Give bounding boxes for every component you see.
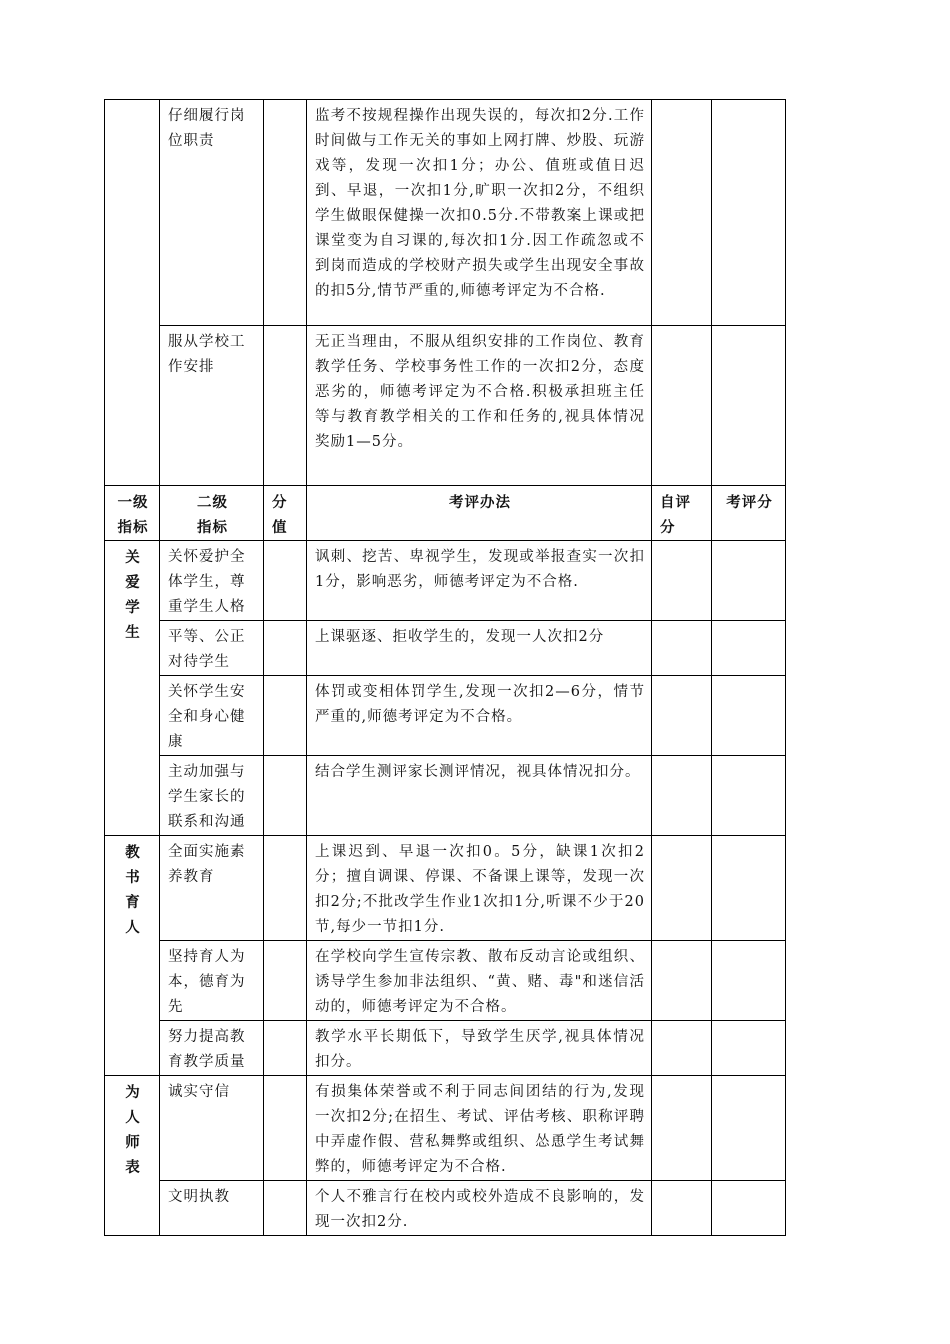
eval-score-cell bbox=[712, 100, 786, 326]
table-row bbox=[105, 836, 786, 941]
eval-score-cell bbox=[712, 621, 786, 676]
level2-cell: 坚持育人为本，德育为先 bbox=[160, 941, 264, 1021]
method-cell: 体罚或变相体罚学生,发现一次扣2—6分，情节严重的,师德考评定为不合格。 bbox=[307, 676, 652, 756]
level2-cell: 文明执教 bbox=[160, 1181, 264, 1236]
table-row bbox=[105, 541, 786, 621]
level2-cell: 努力提高教育教学质量 bbox=[160, 1021, 264, 1076]
level2-cell: 仔细履行岗位职责 bbox=[160, 100, 264, 326]
self-score-cell bbox=[652, 621, 712, 676]
score-cell bbox=[264, 941, 307, 1021]
score-cell bbox=[264, 326, 307, 486]
score-cell bbox=[264, 1021, 307, 1076]
table-row bbox=[105, 100, 786, 326]
method-cell: 在学校向学生宣传宗教、散布反动言论或组织、诱导学生参加非法组织、“黄、赌、毒"和迷信活动的，师德考评定为不合格。 bbox=[307, 941, 652, 1021]
method-cell: 有损集体荣誉或不利于同志间团结的行为,发现一次扣2分;在招生、考试、评估考核、职称评聘中弄虚作假、营私舞弊或组织、怂恿学生考试舞弊的，师德考评定为不合格. bbox=[307, 1076, 652, 1181]
method-cell: 讽刺、挖苦、卑视学生，发现或举报查实一次扣1分，影响恶劣，师德考评定为不合格. bbox=[307, 541, 652, 621]
self-score-cell bbox=[652, 676, 712, 756]
self-score-cell bbox=[652, 100, 712, 326]
method-cell: 结合学生测评家长测评情况，视具体情况扣分。 bbox=[307, 756, 652, 836]
self-score-cell bbox=[652, 836, 712, 941]
score-cell bbox=[264, 836, 307, 941]
level2-cell: 全面实施素养教育 bbox=[160, 836, 264, 941]
table-row bbox=[105, 941, 786, 1021]
level1-cell: 教 书 育 人 bbox=[105, 836, 160, 1076]
method-cell: 上课驱逐、拒收学生的，发现一人次扣2分 bbox=[307, 621, 652, 676]
eval-score-cell bbox=[712, 1076, 786, 1181]
header-score: 分 值 bbox=[264, 486, 307, 541]
level1-cell: 为 人 师 表 bbox=[105, 1076, 160, 1236]
header-level2: 二级 指标 bbox=[160, 486, 264, 541]
score-cell bbox=[264, 541, 307, 621]
level1-cell: 关 爱 学 生 bbox=[105, 541, 160, 836]
table-row bbox=[105, 621, 786, 676]
eval-score-cell bbox=[712, 1181, 786, 1236]
table-row bbox=[105, 326, 786, 486]
table-row bbox=[105, 1021, 786, 1076]
self-score-cell bbox=[652, 941, 712, 1021]
method-cell: 上课迟到、早退一次扣0。5分，缺课1次扣2分；擅自调课、停课、不备课上课等，发现一次扣2分;不批改学生作业1次扣1分,听课不少于20节,每少一节扣1分. bbox=[307, 836, 652, 941]
eval-score-cell bbox=[712, 836, 786, 941]
method-cell: 个人不雅言行在校内或校外造成不良影响的，发现一次扣2分. bbox=[307, 1181, 652, 1236]
self-score-cell bbox=[652, 756, 712, 836]
level1-cell-empty bbox=[105, 100, 160, 486]
level2-cell: 关怀爱护全体学生，尊重学生人格 bbox=[160, 541, 264, 621]
level2-cell: 关怀学生安全和身心健康 bbox=[160, 676, 264, 756]
header-method: 考评办法 bbox=[307, 486, 652, 541]
eval-score-cell bbox=[712, 756, 786, 836]
header-self-score: 自评 分 bbox=[652, 486, 712, 541]
self-score-cell bbox=[652, 1181, 712, 1236]
self-score-cell bbox=[652, 541, 712, 621]
score-cell bbox=[264, 100, 307, 326]
evaluation-table bbox=[104, 99, 786, 1236]
level2-cell: 平等、公正对待学生 bbox=[160, 621, 264, 676]
method-cell: 教学水平长期低下，导致学生厌学,视具体情况扣分。 bbox=[307, 1021, 652, 1076]
eval-score-cell bbox=[712, 326, 786, 486]
table-row bbox=[105, 676, 786, 756]
table-row bbox=[105, 1076, 786, 1181]
self-score-cell bbox=[652, 1076, 712, 1181]
eval-score-cell bbox=[712, 541, 786, 621]
score-cell bbox=[264, 1076, 307, 1181]
header-row bbox=[105, 486, 786, 541]
score-cell bbox=[264, 676, 307, 756]
table-row bbox=[105, 756, 786, 836]
eval-score-cell bbox=[712, 676, 786, 756]
self-score-cell bbox=[652, 1021, 712, 1076]
eval-score-cell bbox=[712, 941, 786, 1021]
score-cell bbox=[264, 756, 307, 836]
table-row bbox=[105, 1181, 786, 1236]
score-cell bbox=[264, 1181, 307, 1236]
level2-cell: 诚实守信 bbox=[160, 1076, 264, 1181]
method-cell: 无正当理由，不服从组织安排的工作岗位、教育教学任务、学校事务性工作的一次扣2分，态度恶劣的，师德考评定为不合格.积极承担班主任等与教育教学相关的工作和任务的,视具体情况奖励1—5分。 bbox=[307, 326, 652, 486]
level2-cell: 主动加强与学生家长的联系和沟通 bbox=[160, 756, 264, 836]
header-level1: 一级 指标 bbox=[105, 486, 160, 541]
eval-score-cell bbox=[712, 1021, 786, 1076]
level2-cell: 服从学校工作安排 bbox=[160, 326, 264, 486]
method-cell: 监考不按规程操作出现失误的，每次扣2分.工作时间做与工作无关的事如上网打牌、炒股、玩游戏等，发现一次扣1分；办公、值班或值日迟到、早退，一次扣1分,旷职一次扣2分，不组织学生做眼保健操一次扣0.5分.不带教案上课或把课堂变为自习课的,每次扣1分.因工作疏忽或不到岗而造成的学校财产损失或学生出现安全事故的扣5分,情节严重的,师德考评定为不合格. bbox=[307, 100, 652, 326]
self-score-cell bbox=[652, 326, 712, 486]
header-eval-score: 考评分 bbox=[712, 486, 786, 541]
score-cell bbox=[264, 621, 307, 676]
